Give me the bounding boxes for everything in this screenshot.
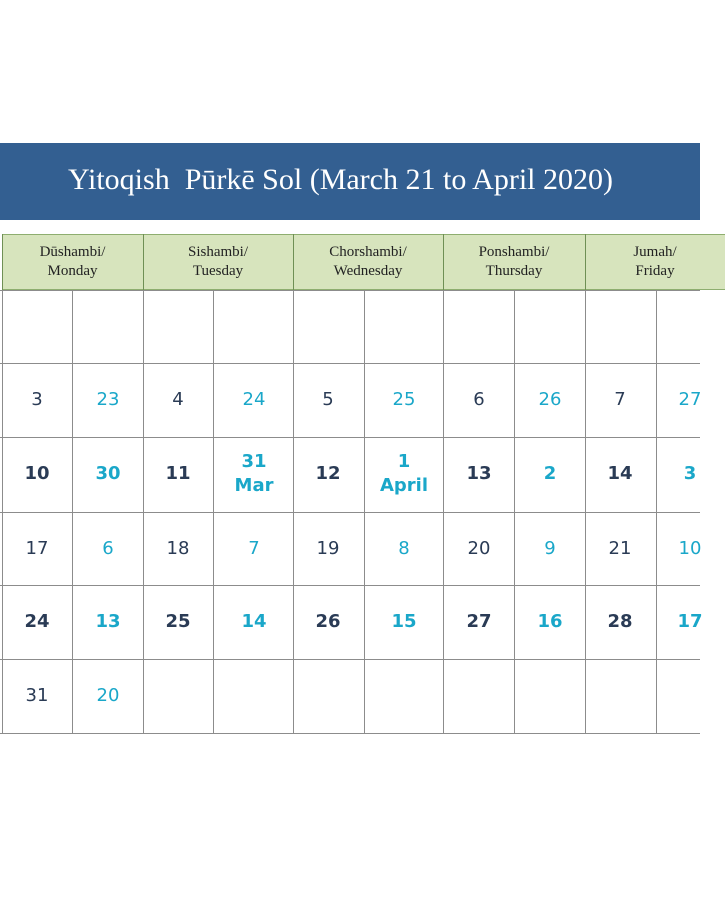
header-divider (585, 234, 586, 290)
jalali-day-number: 20 (96, 685, 120, 706)
jalali-day-value: 1 (397, 451, 411, 472)
gregorian-day-number: 13 (466, 463, 492, 484)
jalali-day-number: 6 (102, 538, 114, 559)
jalali-month-label: April (379, 475, 429, 496)
header-divider (293, 234, 294, 290)
calendar-title: Yitoqish Pūrkē Sol (March 21 to April 2020) (68, 163, 613, 196)
grid-row-line (0, 733, 700, 734)
jalali-day-value: 31 (241, 451, 267, 472)
jalali-day-number: 24 (242, 389, 266, 410)
gregorian-day-number: 6 (473, 389, 485, 410)
jalali-day-number: 3 (683, 463, 697, 484)
jalali-day-number: 2 (543, 463, 557, 484)
jalali-day-number: 9 (544, 538, 556, 559)
jalali-day-number: 8 (398, 538, 410, 559)
jalali-day-number: 10 (678, 538, 702, 559)
weekday-header-friday (585, 234, 725, 290)
weekday-header-monday (2, 234, 143, 290)
weekday-header-label: Sishambi/ Tuesday (187, 244, 248, 279)
weekday-header-thursday (443, 234, 585, 290)
gregorian-day-number: 17 (25, 538, 49, 559)
jalali-day-number: 17 (677, 611, 703, 632)
gregorian-day-number: 12 (315, 463, 341, 484)
gregorian-day-number: 11 (165, 463, 191, 484)
header-divider (143, 234, 144, 290)
grid-row-line (0, 512, 700, 513)
weekday-header-label: Dūshambi/ Monday (39, 244, 106, 279)
jalali-day-number: 7 (248, 538, 260, 559)
gregorian-day-number: 7 (614, 389, 626, 410)
gregorian-day-number: 27 (466, 611, 492, 632)
grid-row-line (0, 363, 700, 364)
weekday-header-tuesday (143, 234, 293, 290)
header-divider (443, 234, 444, 290)
jalali-day-number: 16 (537, 611, 563, 632)
jalali-day-number (374, 450, 434, 498)
gregorian-day-number: 10 (24, 463, 50, 484)
gregorian-day-number: 3 (31, 389, 43, 410)
gregorian-day-number: 26 (315, 611, 341, 632)
jalali-day-number: 23 (96, 389, 120, 410)
weekday-header-label: Chorshambi/ Wednesday (329, 244, 407, 279)
jalali-day-number (224, 450, 284, 498)
gregorian-day-number: 19 (316, 538, 340, 559)
gregorian-day-number: 4 (172, 389, 184, 410)
weekday-header-label: Ponshambi/ Thursday (478, 244, 550, 279)
jalali-day-number: 27 (678, 389, 702, 410)
grid-row-line (0, 437, 700, 438)
jalali-day-number: 15 (391, 611, 417, 632)
gregorian-day-number: 21 (608, 538, 632, 559)
gregorian-day-number: 24 (24, 611, 50, 632)
weekday-header-wednesday (293, 234, 443, 290)
gregorian-day-number: 5 (322, 389, 334, 410)
jalali-day-number: 30 (95, 463, 121, 484)
header-divider (2, 234, 3, 290)
gregorian-day-number: 28 (607, 611, 633, 632)
gregorian-day-number: 14 (607, 463, 633, 484)
jalali-month-label: Mar (234, 475, 274, 496)
gregorian-day-number: 18 (166, 538, 190, 559)
gregorian-day-number: 20 (467, 538, 491, 559)
gregorian-day-number: 25 (165, 611, 191, 632)
jalali-day-number: 26 (538, 389, 562, 410)
jalali-day-number: 14 (241, 611, 267, 632)
grid-row-line (0, 290, 700, 291)
gregorian-day-number: 31 (25, 685, 49, 706)
weekday-header-label: Jumah/ Friday (633, 244, 677, 279)
grid-row-line (0, 585, 700, 586)
jalali-day-number: 25 (392, 389, 416, 410)
jalali-day-number: 13 (95, 611, 121, 632)
grid-row-line (0, 659, 700, 660)
